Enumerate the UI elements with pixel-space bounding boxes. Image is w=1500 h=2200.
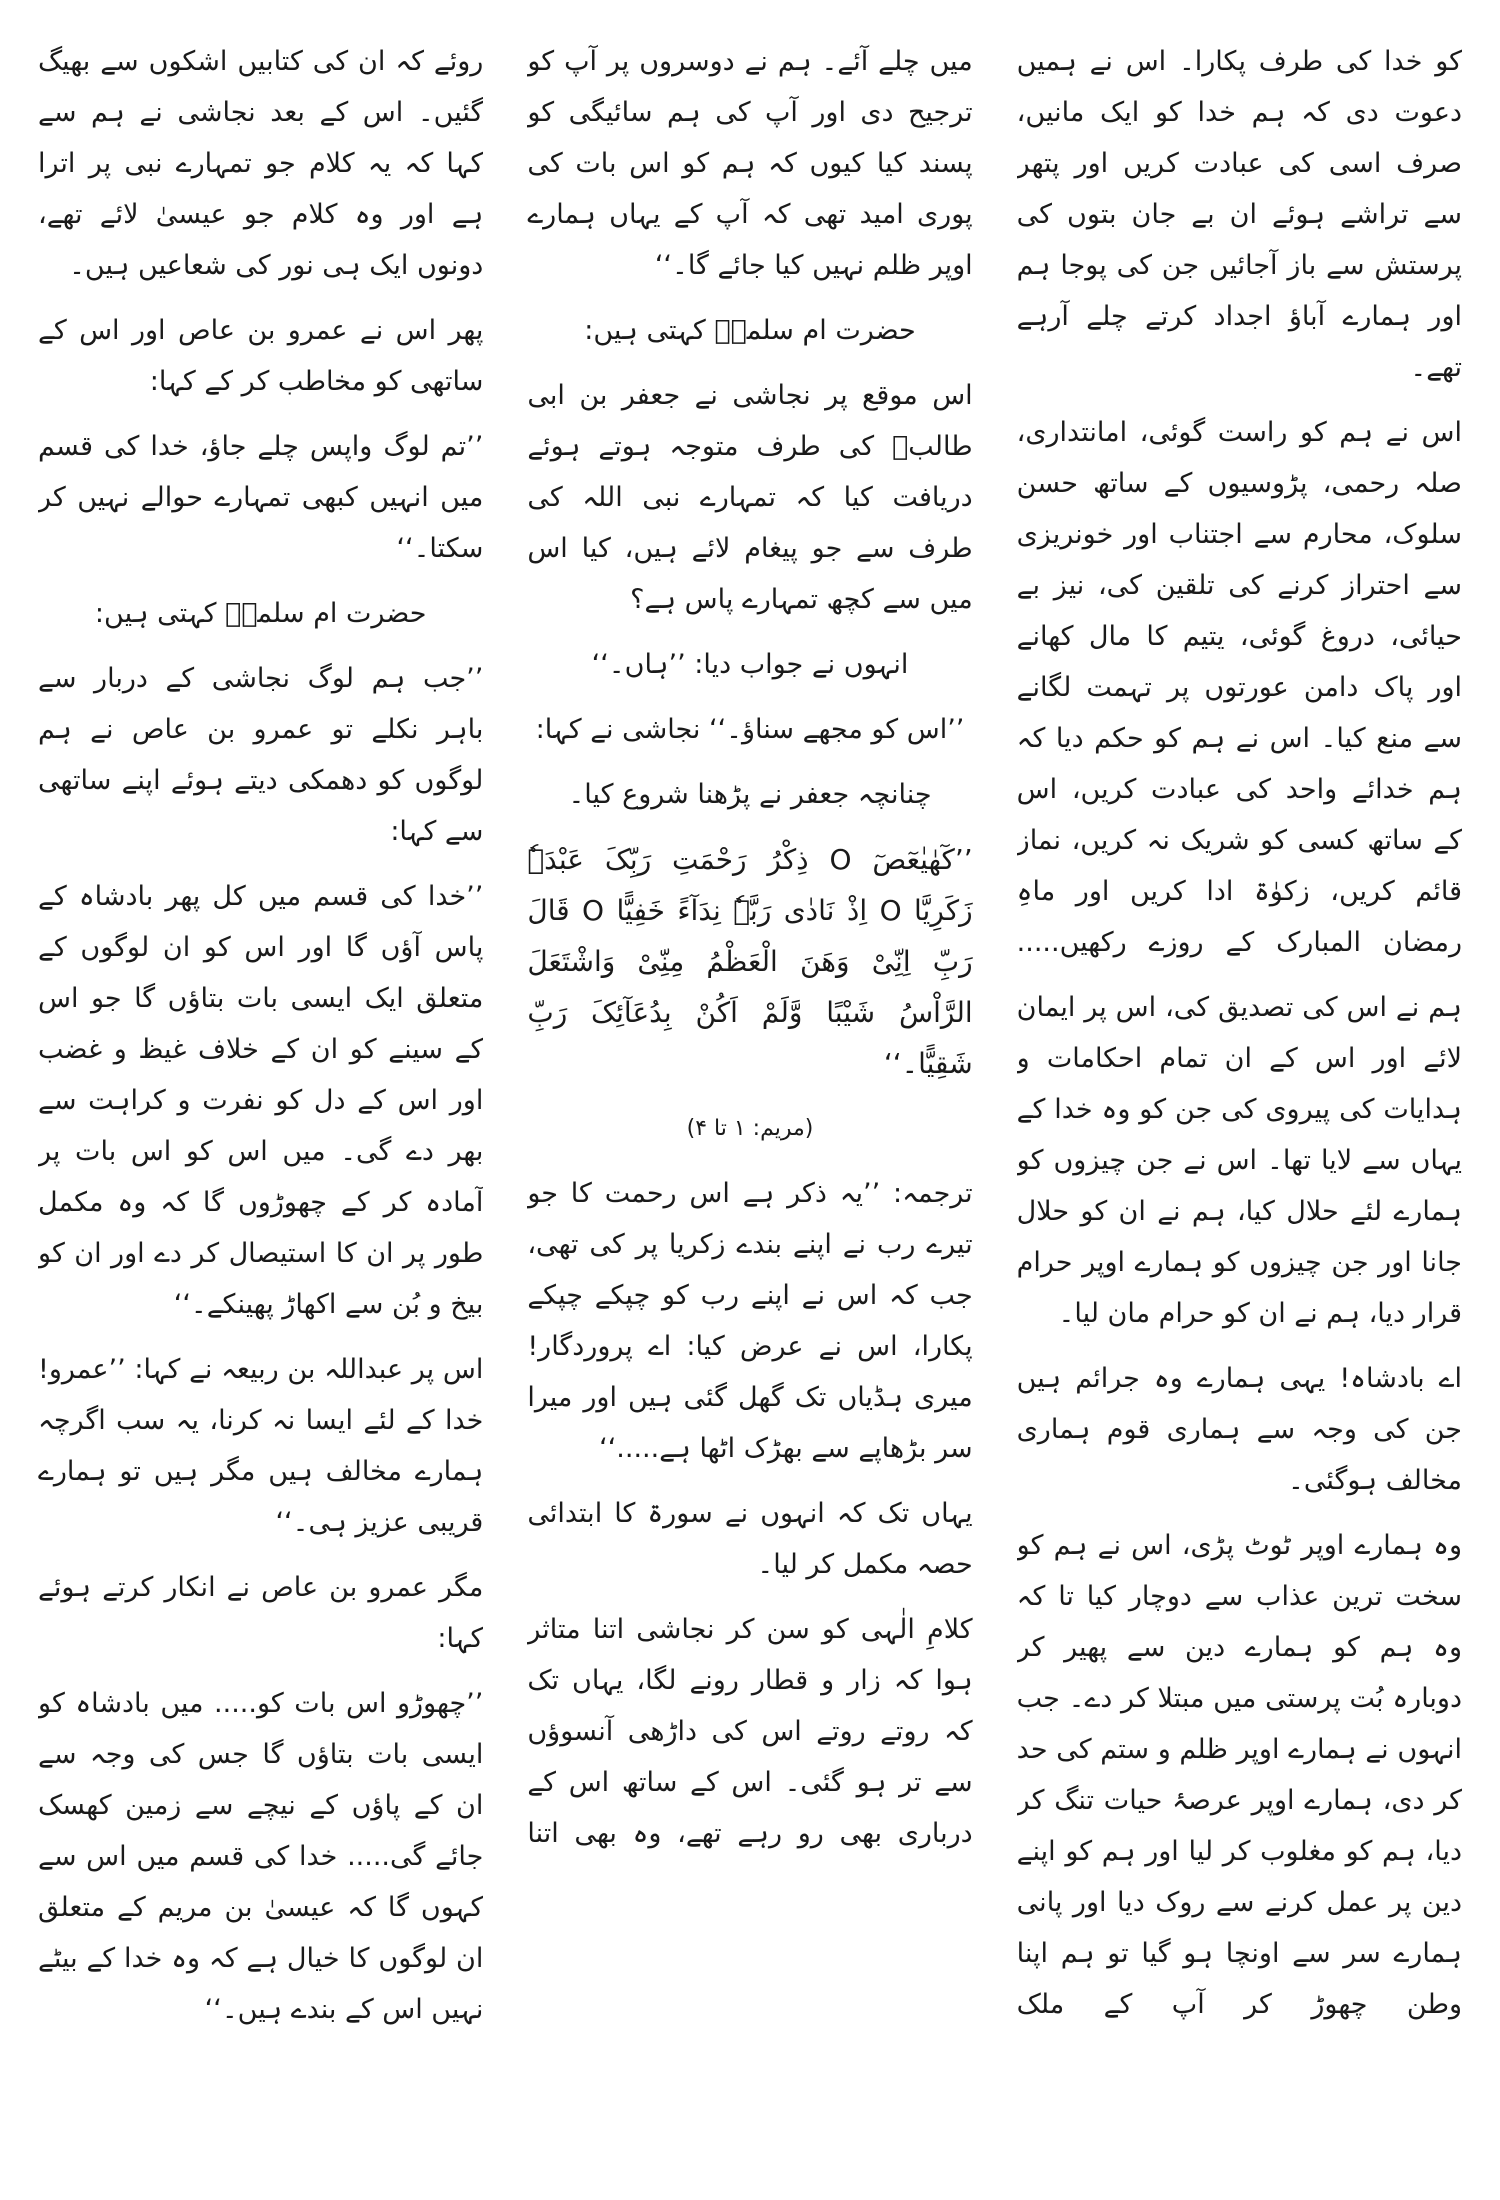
column-middle <box>527 36 972 2180</box>
paragraph: اے بادشاہ! یہی ہمارے وہ جرائم ہیں جن کی وجہ سے ہماری قوم ہماری مخالف ہوگئی۔ <box>1016 1363 1462 1496</box>
paragraph: ’’تم لوگ واپس چلے جاؤ، خدا کی قسم میں انہیں کبھی تمہارے حوالے نہیں کر سکتا۔‘‘ <box>38 431 484 564</box>
paragraph: ’’کٓھٰیٰعٓصٓ O ذِکْرُ رَحْمَتِ رَبِّکَ عَبْدَہٗ زَکَرِیَّا O اِذْ نَادٰی رَبَّہٗ نِدَآءً خَفِیًّا O قَالَ رَبِّ اِنِّیْ وَھَنَ الْعَظْمُ مِنِّیْ وَاشْتَعَلَ الرَّاْسُ شَیْبًا وَّلَمْ اَکُنْ بِدُعَآئِکَ رَبِّ شَقِیًّا۔‘‘ <box>527 843 973 1080</box>
paragraph: میں چلے آئے۔ ہم نے دوسروں پر آپ کو ترجیح دی اور آپ کی ہم سائیگی کو پسند کیا کیوں کہ ہم کو اس بات کی پوری امید تھی کہ آپ کے یہاں ہمارے اوپر ظلم نہیں کیا جائے گا۔‘‘ <box>527 46 973 281</box>
paragraph: اس موقع پر نجاشی نے جعفر بن ابی طالبؓ کی طرف متوجہ ہوتے ہوئے دریافت کیا کہ تمہارے نبی اللہ کی طرف سے جو پیغام لائے ہیں، کیا اس میں سے کچھ تمہارے پاس ہے؟ <box>527 380 973 615</box>
paragraph: ہم نے اس کی تصدیق کی، اس پر ایمان لائے اور اس کے ان تمام احکامات و ہدایات کی پیروی کی جن کو وہ خدا کے یہاں سے لایا تھا۔ اس نے جن چیزوں کو ہمارے لئے حلال کیا، ہم نے ان کو حلال جانا اور جن چیزوں کو ہمارے اوپر حرام قرار دیا، ہم نے ان کو حرام مان لیا۔ <box>1016 992 1462 1329</box>
paragraph: پھر اس نے عمرو بن عاص اور اس کے ساتھی کو مخاطب کر کے کہا: <box>38 315 484 397</box>
paragraph: کلامِ الٰہی کو سن کر نجاشی اتنا متاثر ہوا کہ زار و قطار رونے لگا، یہاں تک کہ روتے روتے اس کی داڑھی آنسوؤں سے تر ہو گئی۔ اس کے ساتھ اس کے درباری بھی رو رہے تھے، وہ بھی اتنا <box>527 1614 973 1849</box>
paragraph: چنانچہ جعفر نے پڑھنا شروع کیا۔ <box>568 779 932 810</box>
paragraph: اس پر عبداللہ بن ربیعہ نے کہا: ’’عمرو! خدا کے لئے ایسا نہ کرنا، یہ سب اگرچہ ہمارے مخالف ہیں مگر ہیں تو ہمارے قریبی عزیز ہی۔‘‘ <box>38 1354 484 1538</box>
paragraph: یہاں تک کہ انہوں نے سورۃ کا ابتدائی حصہ مکمل کر لیا۔ <box>527 1498 973 1580</box>
paragraph: ’’خدا کی قسم میں کل پھر بادشاہ کے پاس آؤں گا اور اس کو ان لوگوں کے متعلق ایک ایسی بات بتاؤں گا جو اس کے سینے کو ان کے خلاف غیظ و غضب اور اس کے دل کو نفرت و کراہت سے بھر دے گی۔ میں اس کو اس بات پر آمادہ کر کے چھوڑوں گا کہ وہ مکمل طور پر ان کا استیصال کر دے اور ان کو بیخ و بُن سے اکھاڑ پھینکے۔‘‘ <box>38 881 484 1320</box>
paragraph: وہ ہمارے اوپر ٹوٹ پڑی، اس نے ہم کو سخت ترین عذاب سے دوچار کیا تا کہ وہ ہم کو ہمارے دین سے پھیر کر دوبارہ بُت پرستی میں مبتلا کر دے۔ جب انہوں نے ہمارے اوپر ظلم و ستم کی حد کر دی، ہمارے اوپر عرصۂ حیات تنگ کر دیا، ہم کو مغلوب کر لیا اور ہم کو اپنے دین پر عمل کرنے سے روک دیا اور پانی ہمارے سر سے اونچا ہو گیا تو ہم اپنا وطن چھوڑ کر آپ کے ملک <box>1016 1530 1462 2020</box>
paragraph: کو خدا کی طرف پکارا۔ اس نے ہمیں دعوت دی کہ ہم خدا کو ایک مانیں، صرف اسی کی عبادت کریں اور پتھر سے تراشے ہوئے ان بے جان بتوں کی پرستش سے باز آجائیں جن کی پوجا ہم اور ہمارے آباؤ اجداد کرتے چلے آرہے تھے۔ <box>1016 46 1462 383</box>
paragraph: ترجمہ: ’’یہ ذکر ہے اس رحمت کا جو تیرے رب نے اپنے بندے زکریا پر کی تھی، جب کہ اس نے اپنے رب کو چپکے چپکے پکارا، اس نے عرض کیا: اے پروردگار! میری ہڈیاں تک گھل گئی ہیں اور میرا سر بڑھاپے سے بھڑک اٹھا ہے.....‘‘ <box>527 1178 973 1464</box>
paragraph: روئے کہ ان کی کتابیں اشکوں سے بھیگ گئیں۔ اس کے بعد نجاشی نے ہم سے کہا کہ یہ کلام جو تمہارے نبی پر اترا ہے اور وہ کلام جو عیسیٰ لائے تھے، دونوں ایک ہی نور کی شعاعیں ہیں۔ <box>38 46 484 281</box>
paragraph: ’’اس کو مجھے سناؤ۔‘‘ نجاشی نے کہا: <box>535 714 965 745</box>
paragraph: حضرت ام سلمہؓ کہتی ہیں: <box>584 315 916 346</box>
column-right <box>1017 36 1462 2180</box>
paragraph: ’’چھوڑو اس بات کو..... میں بادشاہ کو ایسی بات بتاؤں گا جس کی وجہ سے ان کے پاؤں کے نیچے سے زمین کھسک جائے گی..... خدا کی قسم میں اس سے کہوں گا کہ عیسیٰ بن مریم کے متعلق ان لوگوں کا خیال ہے کہ وہ خدا کے بیٹے نہیں اس کے بندے ہیں۔‘‘ <box>38 1688 484 2025</box>
paragraph: حضرت ام سلمہؓ کہتی ہیں: <box>94 598 427 629</box>
paragraph: اس نے ہم کو راست گوئی، امانتداری، صلہ رحمی، پڑوسیوں کے ساتھ حسن سلوک، محارم سے اجتناب اور خونریزی سے احتراز کرنے کی تلقین کی، نیز بے حیائی، دروغ گوئی، یتیم کا مال کھانے اور پاک دامن عورتوں پر تہمت لگانے سے منع کیا۔ اس نے ہم کو حکم دیا کہ ہم خدائے واحد کی عبادت کریں، اس کے ساتھ کسی کو شریک نہ کریں، نماز قائم کریں، زکوٰۃ ادا کریں اور ماہِ رمضان المبارک کے روزے رکھیں..... <box>1016 417 1462 958</box>
paragraph: انہوں نے جواب دیا: ’’ہاں۔‘‘ <box>591 649 909 680</box>
paragraph: ’’جب ہم لوگ نجاشی کے دربار سے باہر نکلے تو عمرو بن عاص نے ہم لوگوں کو دھمکی دیتے ہوئے اپنے ساتھی سے کہا: <box>38 663 484 847</box>
paragraph: (مریم: ۱ تا ۴) <box>686 1116 814 1141</box>
paragraph: مگر عمرو بن عاص نے انکار کرتے ہوئے کہا: <box>38 1572 484 1654</box>
column-left <box>38 36 483 2180</box>
